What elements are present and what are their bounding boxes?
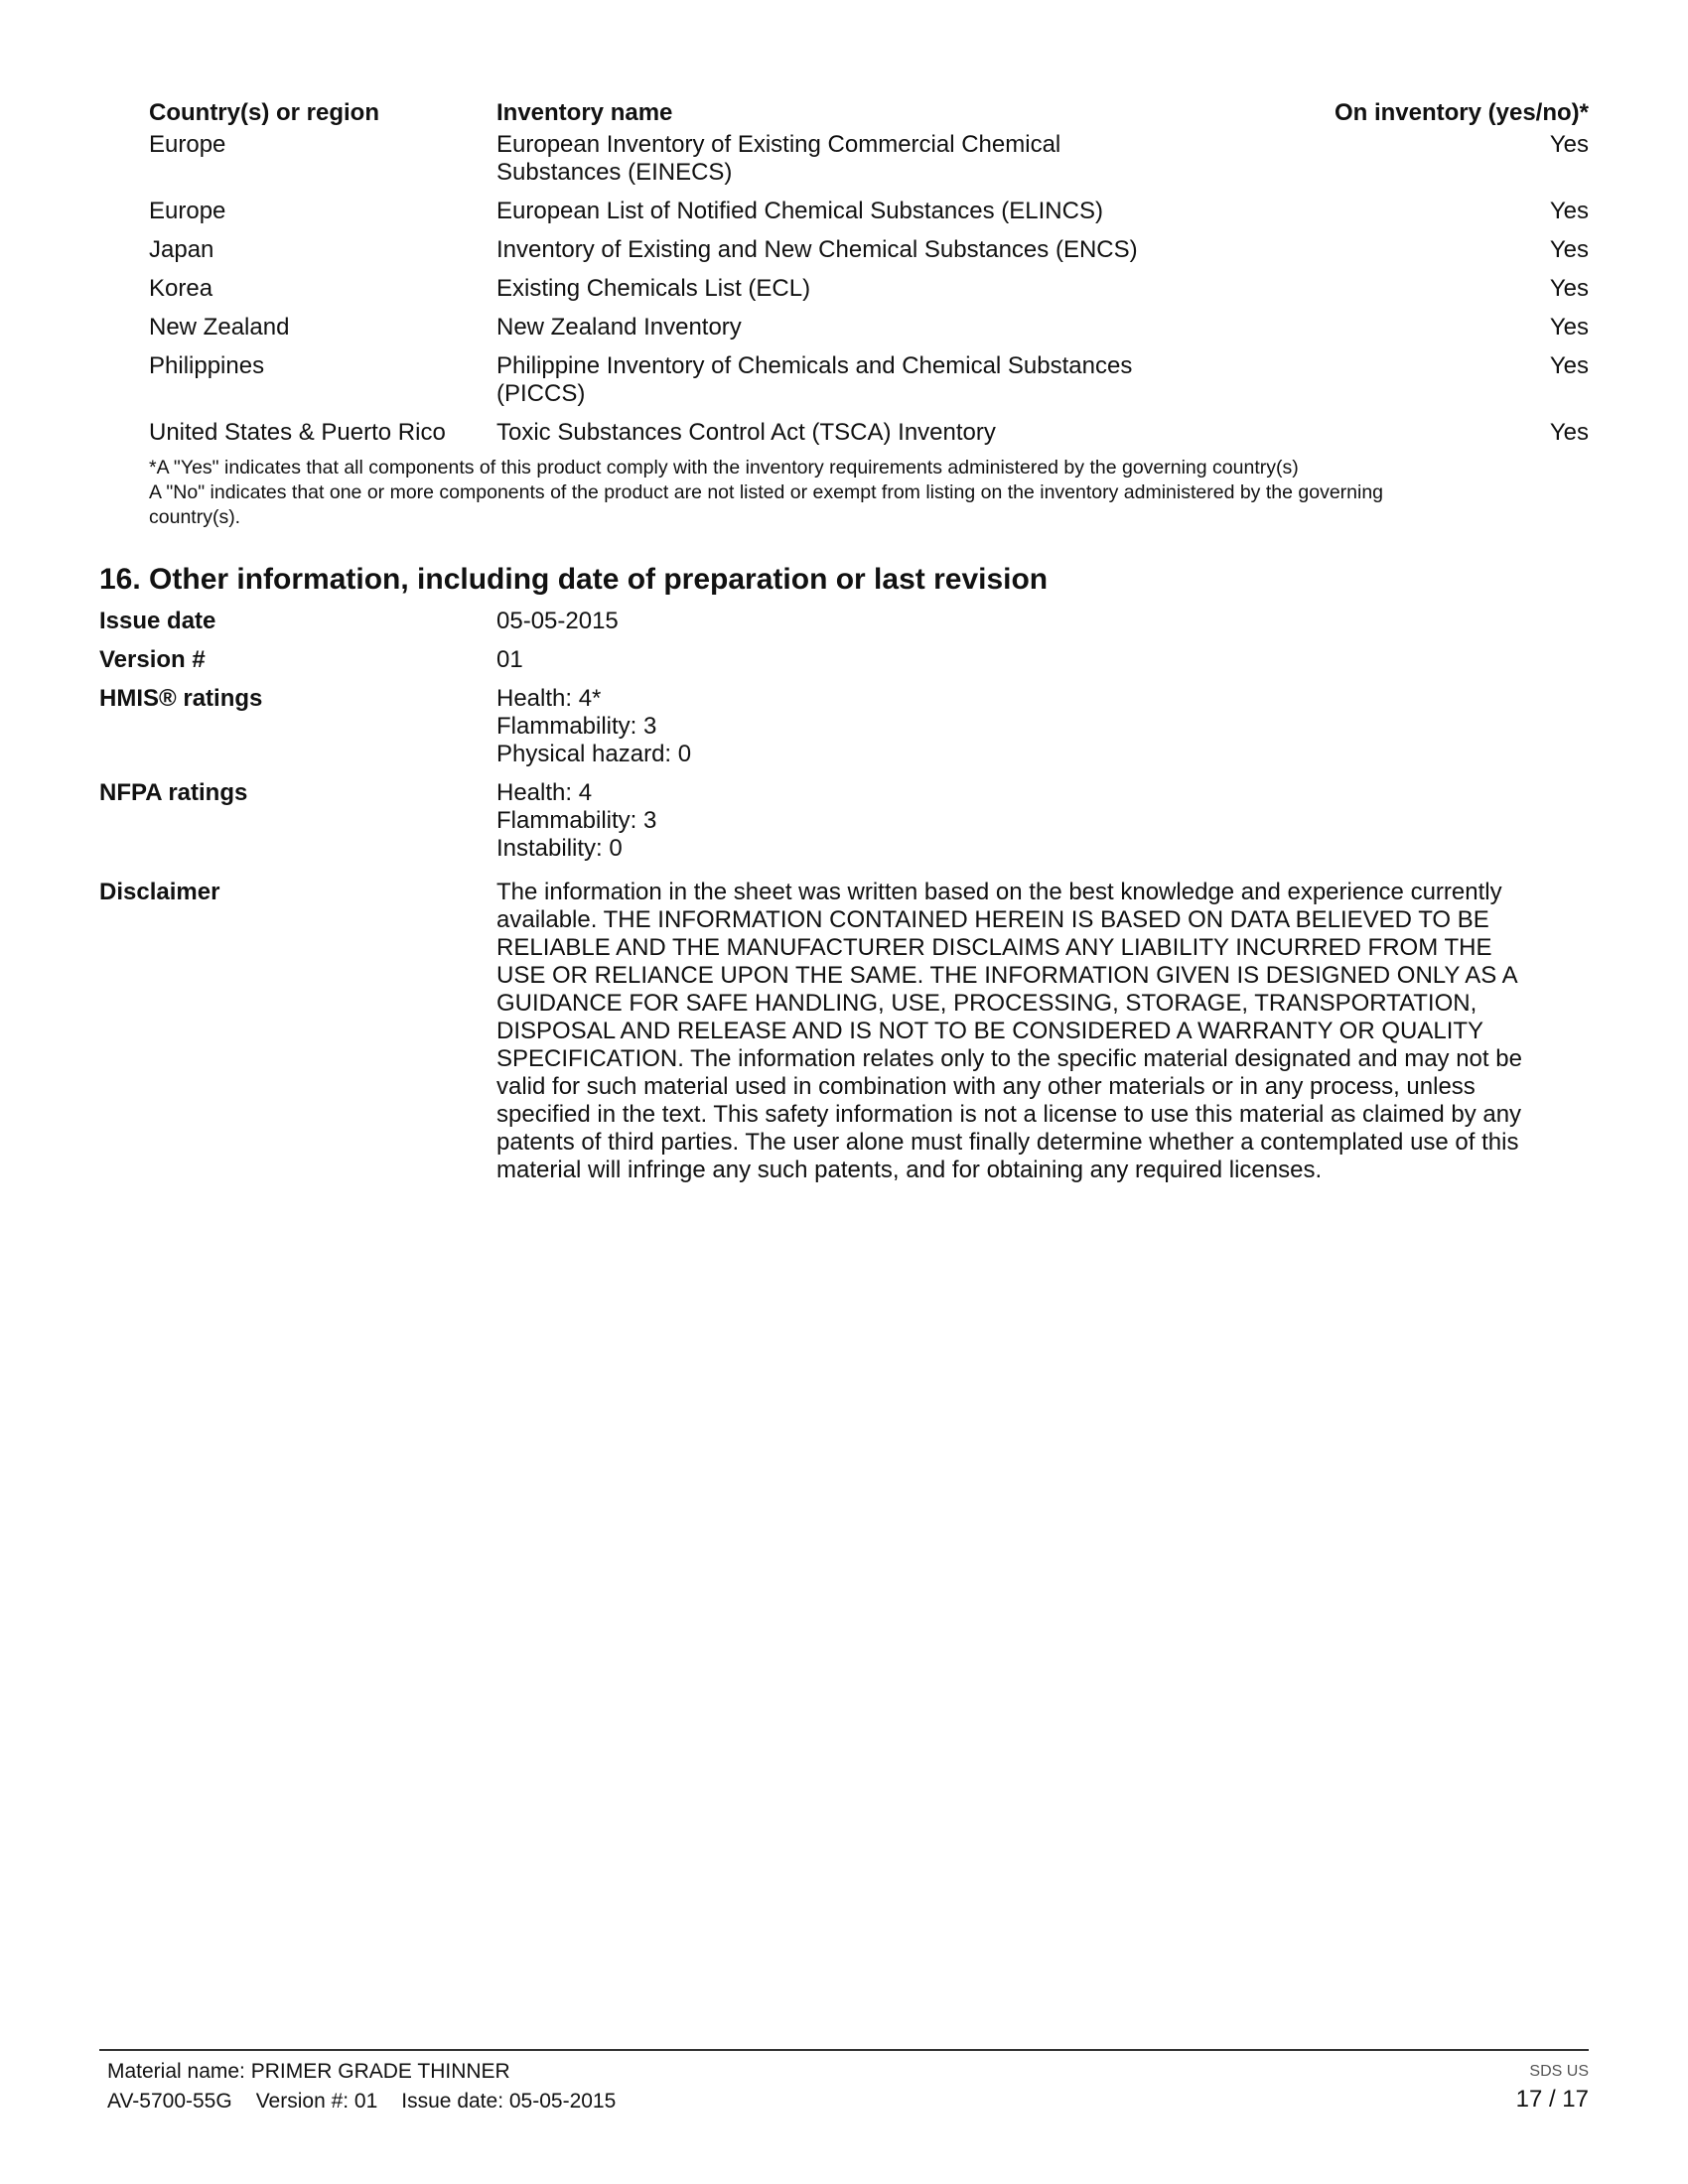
on-inventory-cell: Yes	[1549, 131, 1589, 158]
col-header-inventory-name: Inventory name	[496, 99, 673, 126]
country-cell: Japan	[149, 236, 214, 263]
hmis-ratings-label: HMIS® ratings	[99, 685, 263, 712]
issue-date-value: 05-05-2015	[496, 608, 619, 634]
footnote-line: A "No" indicates that one or more components of the product are not listed or exempt from listing on the inventory administered by the governing	[149, 481, 1384, 503]
table-row	[149, 352, 1589, 408]
hmis-flammability: Flammability: 3	[496, 713, 657, 740]
table-row	[149, 198, 1589, 225]
disclaimer-text	[496, 879, 1589, 1184]
disclaimer-line: The information in the sheet was written based on the best knowledge and experience currently	[496, 879, 1502, 905]
country-cell: Europe	[149, 198, 226, 224]
disclaimer-line: GUIDANCE FOR SAFE HANDLING, USE, PROCESSING, STORAGE, TRANSPORTATION,	[496, 990, 1477, 1017]
inventory-name-cell	[496, 275, 1192, 303]
disclaimer-line: USE OR RELIANCE UPON THE SAME. THE INFORMATION GIVEN IS DESIGNED ONLY AS A	[496, 962, 1518, 989]
table-row	[149, 314, 1589, 341]
hmis-ratings-row	[99, 685, 1589, 768]
inventory-name-line: New Zealand Inventory	[496, 314, 742, 341]
on-inventory-cell: Yes	[1549, 314, 1589, 341]
col-header-on-inventory: On inventory (yes/no)*	[1334, 99, 1589, 126]
footer-right	[1516, 2061, 1589, 2116]
inventory-name-cell	[496, 198, 1192, 225]
footnote-line: country(s).	[149, 506, 241, 528]
inventory-name-cell	[496, 352, 1192, 408]
disclaimer-line: material will infringe any such patents, and for obtaining any required licenses.	[496, 1157, 1323, 1183]
table-row	[149, 131, 1589, 187]
on-inventory-cell: Yes	[1549, 352, 1589, 379]
issue-date-row	[99, 608, 1589, 635]
nfpa-ratings-value	[496, 779, 1589, 863]
on-inventory-cell: Yes	[1549, 198, 1589, 224]
table-row	[149, 236, 1589, 264]
inventory-table	[149, 99, 1589, 530]
footer-divider	[99, 2049, 1589, 2051]
footer-version: Version #: 01	[255, 2090, 378, 2113]
nfpa-ratings-row	[99, 779, 1589, 863]
inventory-name-line: Toxic Substances Control Act (TSCA) Inventory	[496, 419, 996, 446]
on-inventory-cell: Yes	[1549, 236, 1589, 263]
footer-product-code: AV-5700-55G	[107, 2090, 232, 2113]
nfpa-ratings-label: NFPA ratings	[99, 779, 248, 806]
disclaimer-line: valid for such material used in combination with any other materials or in any process, unless	[496, 1073, 1476, 1100]
table-row	[149, 419, 1589, 447]
inventory-footnote	[149, 456, 1589, 530]
disclaimer-line: available. THE INFORMATION CONTAINED HEREIN IS BASED ON DATA BELIEVED TO BE	[496, 906, 1489, 933]
disclaimer-line: SPECIFICATION. The information relates only to the specific material designated and may not be	[496, 1045, 1522, 1072]
country-cell: Korea	[149, 275, 213, 302]
disclaimer-line: DISPOSAL AND RELEASE AND IS NOT TO BE CONSIDERED A WARRANTY OR QUALITY	[496, 1018, 1484, 1044]
on-inventory-cell: Yes	[1549, 419, 1589, 446]
inventory-name-cell	[496, 131, 1192, 187]
inventory-name-cell	[496, 419, 1192, 447]
version-label: Version #	[99, 646, 206, 673]
inventory-name-cell	[496, 236, 1192, 264]
footer-issue-date: Issue date: 05-05-2015	[401, 2090, 617, 2113]
country-cell: United States & Puerto Rico	[149, 419, 446, 446]
disclaimer-row	[99, 879, 1589, 1184]
disclaimer-line: RELIABLE AND THE MANUFACTURER DISCLAIMS ANY LIABILITY INCURRED FROM THE	[496, 934, 1492, 961]
section-16-title: 16. Other information, including date of preparation or last revision	[99, 563, 1049, 596]
nfpa-flammability: Flammability: 3	[496, 807, 657, 834]
on-inventory-cell: Yes	[1549, 275, 1589, 302]
table-row	[149, 275, 1589, 303]
inventory-name-line: European Inventory of Existing Commercial Chemical	[496, 131, 1061, 158]
inventory-name-line: Philippine Inventory of Chemicals and Chemical Substances	[496, 352, 1133, 379]
version-row	[99, 646, 1589, 674]
footer-doc-type: SDS US	[1529, 2063, 1589, 2080]
footer-left	[107, 2057, 639, 2116]
inventory-name-line: (PICCS)	[496, 380, 586, 407]
nfpa-health: Health: 4	[496, 779, 593, 806]
country-cell: Philippines	[149, 352, 265, 379]
hmis-ratings-value	[496, 685, 1589, 768]
country-cell: New Zealand	[149, 314, 290, 341]
disclaimer-label: Disclaimer	[99, 879, 220, 905]
col-header-country: Country(s) or region	[149, 99, 379, 126]
hmis-health: Health: 4*	[496, 685, 602, 712]
footer-page-number: 17 / 17	[1515, 2086, 1589, 2113]
inventory-name-line: Substances (EINECS)	[496, 159, 733, 186]
inventory-name-line: Existing Chemicals List (ECL)	[496, 275, 811, 302]
section-16-content	[99, 608, 1589, 1195]
disclaimer-line: patents of third parties. The user alone must finally determine whether a contemplated use of this	[496, 1129, 1519, 1156]
country-cell: Europe	[149, 131, 226, 158]
footer-doc-info	[107, 2087, 639, 2116]
hmis-physical-hazard: Physical hazard: 0	[496, 741, 692, 767]
inventory-name-line: European List of Notified Chemical Substances (ELINCS)	[496, 198, 1103, 224]
footer-material-name: Material name: PRIMER GRADE THINNER	[107, 2060, 510, 2083]
disclaimer-line: specified in the text. This safety information is not a license to use this material as claimed by any	[496, 1101, 1522, 1128]
footnote-line: *A "Yes" indicates that all components of this product comply with the inventory requirements administered by the governing country(s)	[149, 457, 1299, 478]
inventory-name-line: Inventory of Existing and New Chemical Substances (ENCS)	[496, 236, 1138, 263]
version-value: 01	[496, 646, 523, 673]
issue-date-label: Issue date	[99, 608, 216, 634]
nfpa-instability: Instability: 0	[496, 835, 623, 862]
inventory-name-cell	[496, 314, 1192, 341]
inventory-header-row	[149, 99, 1589, 127]
